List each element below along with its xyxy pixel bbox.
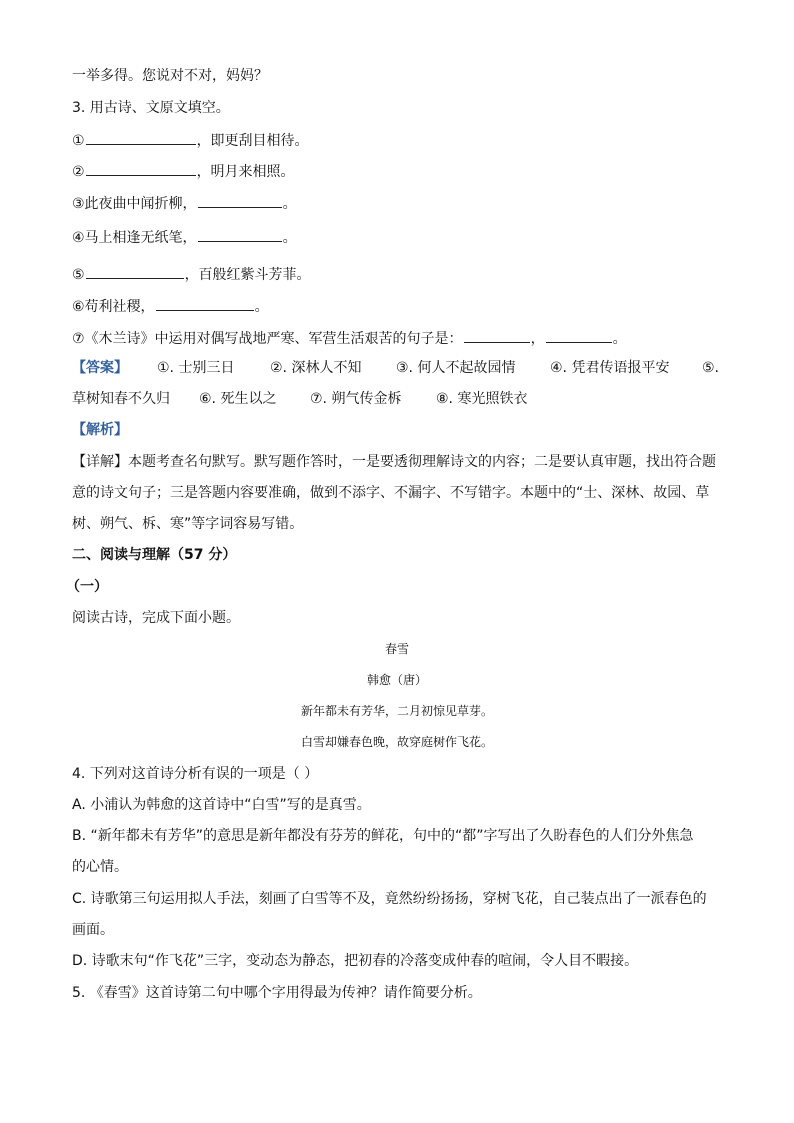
- analysis-paragraph: 【详解】本题考查名句默写。默写题作答时，一是要透彻理解诗文的内容；二是要认真审题，找出符合题: [72, 454, 716, 470]
- option-c[interactable]: C. 诗歌第三句运用拟人手法，刻画了白雪等不及，竟然纷纷扬扬，穿树飞花，自己装点出了一派春色的: [72, 891, 707, 907]
- fill-suffix: ，百般红紫斗芳菲。: [184, 267, 311, 283]
- blank-line[interactable]: [156, 296, 254, 311]
- fill-prefix: ①: [72, 133, 85, 149]
- fill-blank-3: [72, 193, 297, 214]
- fill-blank-1: [72, 130, 309, 151]
- fill-prefix: ⑥苟利社稷，: [72, 299, 155, 315]
- blank-line[interactable]: [546, 328, 612, 343]
- section-heading: 二、阅读与理解（57 分）: [72, 547, 237, 563]
- blank-line[interactable]: [464, 328, 530, 343]
- question-5-stem: 5. 《春雪》这首诗第二句中哪个字用得最为传神？请作简要分析。: [72, 985, 482, 1001]
- option-b-continued: 的心情。: [72, 859, 128, 875]
- answer-item: ②. 深林人不知: [270, 360, 362, 376]
- fill-blank-7: [72, 328, 627, 349]
- fill-prefix: ③此夜曲中闻折柳，: [72, 196, 197, 212]
- fill-suffix: 。: [282, 196, 297, 212]
- option-d[interactable]: D. 诗歌末句“作飞花”三字，变动态为静态，把初春的冷落变成仲春的喧闹，令人目不暇接。: [72, 953, 639, 969]
- fill-blank-5: [72, 264, 311, 285]
- reading-intro: 阅读古诗，完成下面小题。: [72, 610, 240, 626]
- fill-suffix: ，明月来相照。: [196, 164, 295, 180]
- answer-item: ①. 士别三日: [157, 360, 235, 376]
- poem-author: 韩愈（唐）: [366, 673, 427, 687]
- answer-tag: 【答案】: [72, 360, 128, 376]
- fill-blank-4: [72, 227, 297, 248]
- blank-line[interactable]: [86, 264, 184, 279]
- poem-title: 春雪: [384, 642, 409, 656]
- blank-line[interactable]: [198, 227, 282, 242]
- fill-prefix: ②: [72, 164, 85, 180]
- fill-blank-6: [72, 296, 269, 317]
- answer-item: ④. 凭君传语报平安: [550, 360, 670, 376]
- option-a[interactable]: A. 小浦认为韩愈的这首诗中“白雪”写的是真雪。: [72, 797, 371, 813]
- answer-item: ⑦. 朔气传金柝: [310, 391, 402, 407]
- fill-suffix: ，即更刮目相待。: [196, 133, 309, 149]
- question-3-title: 3. 用古诗、文原文填空。: [72, 100, 230, 116]
- answer-item: ⑧. 寒光照铁衣: [436, 391, 528, 407]
- analysis-tag: 【解析】: [72, 422, 128, 438]
- fill-prefix: ⑤: [72, 267, 85, 283]
- poem-line: 新年都未有芳华，二月初惊见草芽。: [300, 704, 493, 718]
- question-4-stem: 4. 下列对这首诗分析有误的一项是（ ）: [72, 766, 319, 782]
- fill-mid: ，: [530, 331, 545, 347]
- answer-item: ⑤.: [702, 360, 720, 376]
- fill-suffix: 。: [612, 331, 627, 347]
- subsection-heading: （一）: [66, 579, 108, 595]
- option-b[interactable]: B. “新年都未有芳华”的意思是新年都没有芬芳的鲜花，句中的“都”字写出了久盼春色的人们分外焦急: [72, 828, 694, 844]
- text-line: 一举多得。您说对不对，妈妈？: [72, 68, 268, 84]
- analysis-paragraph: 树、朔气、柝、寒”等字词容易写错。: [72, 516, 304, 532]
- fill-suffix: 。: [254, 299, 269, 315]
- answer-item: ⑥. 死生以之: [199, 391, 277, 407]
- blank-line[interactable]: [86, 130, 196, 145]
- analysis-paragraph: 意的诗文句子；三是答题内容要准确，做到不添字、不漏字、不写错字。本题中的“士、深林、故园、草: [72, 485, 710, 501]
- answer-item: ③. 何人不起故园情: [396, 360, 516, 376]
- fill-blank-2: [72, 161, 295, 182]
- blank-line[interactable]: [198, 193, 282, 208]
- fill-prefix: ⑦《木兰诗》中运用对偶写战地严寒、军营生活艰苦的句子是：: [72, 331, 463, 347]
- poem-line: 白雪却嫌春色晚，故穿庭树作飞花。: [300, 735, 493, 749]
- fill-suffix: 。: [282, 230, 297, 246]
- fill-prefix: ④马上相逢无纸笔，: [72, 230, 197, 246]
- answer-item: 草树知春不久归: [72, 391, 170, 407]
- option-c-continued: 画面。: [72, 922, 114, 938]
- blank-line[interactable]: [86, 161, 196, 176]
